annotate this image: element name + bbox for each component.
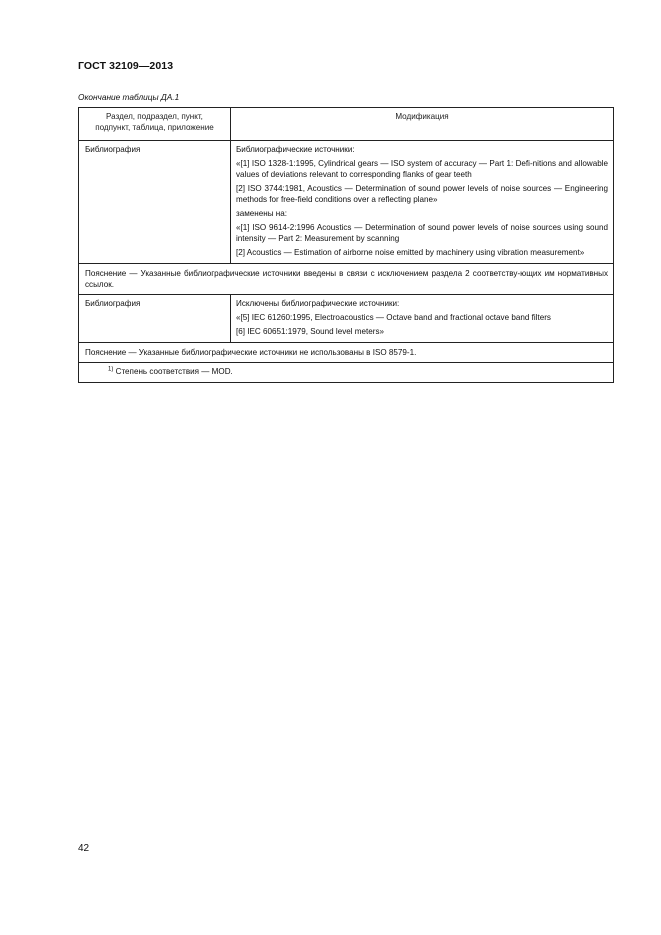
modification-line: Исключены библиографические источники: <box>236 299 400 308</box>
footnote-text: Степень соответствия — MOD. <box>115 367 233 376</box>
column-header-modification: Модификация <box>231 108 614 141</box>
footnote-row <box>79 363 614 383</box>
column-header-section <box>79 108 231 141</box>
modification-line: Библиографические источники: <box>236 145 355 154</box>
note-row <box>79 343 614 363</box>
modification-line: «[1] ISO 1328-1:1995, Cylindrical gears — ISO system of accuracy — Part 1: Defi-nitions and allowable values of deviations relevant to corresponding flanks of gear teeth <box>236 159 608 179</box>
table-row <box>79 141 614 264</box>
modification-cell <box>231 141 614 264</box>
modification-cell <box>231 295 614 343</box>
table-row <box>79 295 614 343</box>
column-header-section-line2: подпункт, таблица, приложение <box>95 123 214 132</box>
modification-line: «[1] ISO 9614-2:1996 Acoustics — Determination of sound power levels of noise sources using sound intensity — Part 2: Measurement by scanning <box>236 223 608 243</box>
note-row <box>79 264 614 295</box>
table-header-row <box>79 108 614 141</box>
modification-line: «[5] IEC 61260:1995, Electroacoustics — Octave band and fractional octave band filters <box>236 313 551 322</box>
modification-line: [2] Acoustics — Estimation of airborne noise emitted by machinery using vibration measurement» <box>236 248 585 257</box>
table-caption: Окончание таблицы ДА.1 <box>78 92 180 102</box>
modifications-table <box>78 107 614 383</box>
table-footnote <box>79 363 614 383</box>
page-number: 42 <box>78 843 90 854</box>
section-cell: Библиография <box>79 141 231 264</box>
modification-line: заменены на: <box>236 209 288 218</box>
explanation-note: Пояснение — Указанные библиографические источники не использованы в ISO 8579-1. <box>79 343 614 363</box>
section-cell: Библиография <box>79 295 231 343</box>
modification-line: [2] ISO 3744:1981, Acoustics — Determination of sound power levels of noise sources — Engineering methods for free-field conditions over a reflecting plane» <box>236 184 608 204</box>
standard-title: ГОСТ 32109—2013 <box>78 60 174 72</box>
column-header-section-line1: Раздел, подраздел, пункт, <box>106 112 203 121</box>
footnote-marker: 1) <box>108 366 114 373</box>
modification-line: [6] IEC 60651:1979, Sound level meters» <box>236 327 385 336</box>
explanation-note: Пояснение — Указанные библиографические источники введены в связи с исключением раздела 2 соответству-ющих им нормативных ссылок. <box>79 264 614 295</box>
